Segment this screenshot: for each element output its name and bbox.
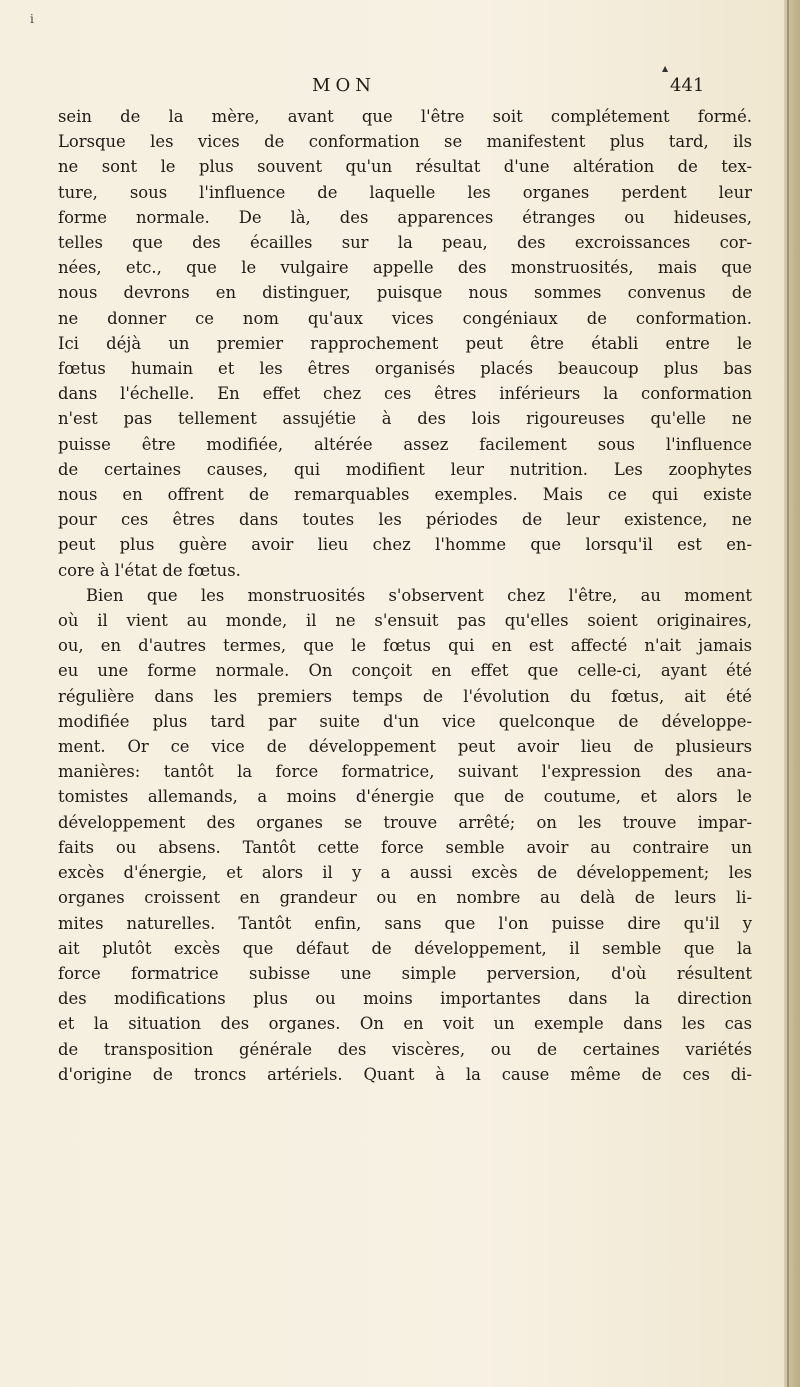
text-line: de transposition générale des viscères, ou de certaines variétés — [58, 1039, 752, 1059]
text-line: force formatrice subisse une simple perversion, d'où résultent — [58, 963, 752, 983]
text-line: n'est pas tellement assujétie à des lois rigoureuses qu'elle ne — [58, 409, 752, 429]
text-line: nées, etc., que le vulgaire appelle des monstruosités, mais que — [58, 258, 752, 278]
text-line: forme normale. De là, des apparences étranges ou hideuses, — [58, 207, 752, 227]
text-line: ou, en d'autres termes, que le fœtus qui en est affecté n'ait jamais — [58, 636, 752, 656]
text-line: ait plutôt excès que défaut de développement, il semble que la — [58, 938, 752, 958]
text-line: puisse être modifiée, altérée assez facilement sous l'influence — [58, 434, 752, 454]
text-line: où il vient au monde, il ne s'ensuit pas qu'elles soient originaires, — [58, 611, 752, 631]
text-line: de certaines causes, qui modifient leur nutrition. Les zoophytes — [58, 459, 752, 479]
text-line: ne donner ce nom qu'aux vices congéniaux de conformation. — [58, 308, 752, 328]
body-text — [58, 104, 752, 1087]
text-line: ture, sous l'influence de laquelle les organes perdent leur — [58, 182, 752, 202]
text-line: pour ces êtres dans toutes les périodes de leur existence, ne — [58, 510, 752, 530]
text-line: Bien que les monstruosités s'observent chez l'être, au moment — [86, 585, 752, 605]
text-line: peut plus guère avoir lieu chez l'homme que lorsqu'il est en- — [58, 535, 752, 555]
text-line: fœtus humain et les êtres organisés placés beaucoup plus bas — [58, 359, 752, 379]
text-line: Ici déjà un premier rapprochement peut être établi entre le — [58, 333, 752, 353]
text-line: tomistes allemands, a moins d'énergie que de coutume, et alors le — [58, 787, 752, 807]
text-line: ment. Or ce vice de développement peut avoir lieu de plusieurs — [58, 737, 752, 757]
text-line: excès d'énergie, et alors il y a aussi excès de développement; les — [58, 863, 752, 883]
text-line: faits ou absens. Tantôt cette force semble avoir au contraire un — [58, 837, 752, 857]
text-line: d'origine de troncs artériels. Quant à la cause même de ces di- — [58, 1064, 752, 1084]
text-line: mites naturelles. Tantôt enfin, sans que l'on puisse dire qu'il y — [58, 913, 752, 933]
text-line: des modifications plus ou moins importantes dans la direction — [58, 989, 752, 1009]
text-line: Lorsque les vices de conformation se manifestent plus tard, ils — [58, 132, 752, 152]
page-edge — [784, 0, 800, 1387]
caret-icon: ▲ — [662, 64, 669, 73]
text-line: modifiée plus tard par suite d'un vice quelconque de développe- — [58, 711, 752, 731]
text-line: développement des organes se trouve arrêté; on les trouve impar- — [58, 812, 752, 832]
text-line: eu une forme normale. On conçoit en effet que celle-ci, ayant été — [58, 661, 752, 681]
page-number: 441 — [670, 75, 705, 96]
text-line: core à l'état de fœtus. — [58, 560, 241, 580]
text-line: manières: tantôt la force formatrice, suivant l'expression des ana- — [58, 762, 752, 782]
text-line: dans l'échelle. En effet chez ces êtres inférieurs la conformation — [58, 384, 752, 404]
text-line: organes croissent en grandeur ou en nombre au delà de leurs li- — [58, 888, 752, 908]
running-head: MON — [312, 75, 376, 96]
text-line: régulière dans les premiers temps de l'évolution du fœtus, ait été — [58, 686, 752, 706]
text-line: sein de la mère, avant que l'être soit complétement formé. — [58, 107, 752, 126]
margin-mark: i — [30, 12, 34, 26]
text-line: telles que des écailles sur la peau, des excroissances cor- — [58, 233, 752, 253]
text-line: nous devrons en distinguer, puisque nous sommes convenus de — [58, 283, 752, 303]
text-line: ne sont le plus souvent qu'un résultat d'une altération de tex- — [58, 157, 752, 177]
text-line: et la situation des organes. On en voit un exemple dans les cas — [58, 1014, 752, 1034]
text-line: nous en offrent de remarquables exemples. Mais ce qui existe — [58, 485, 752, 505]
